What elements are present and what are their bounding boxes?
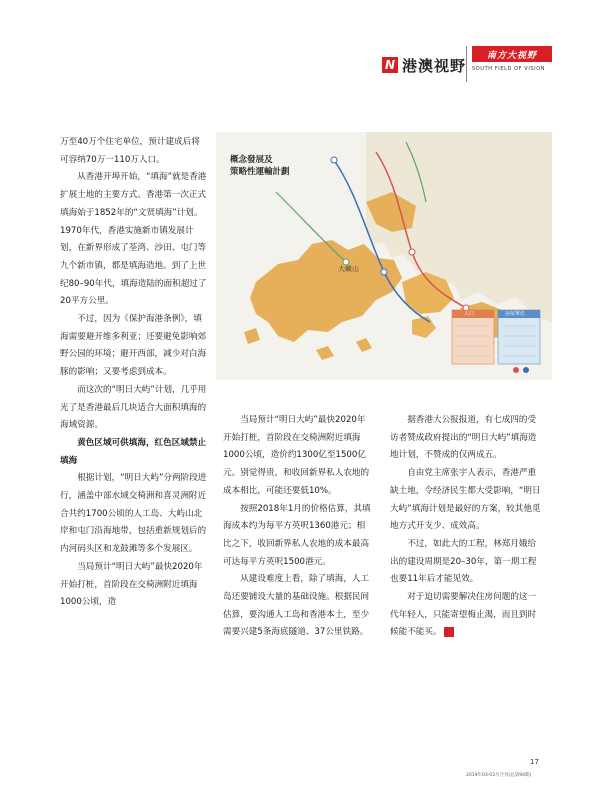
text-column-2 bbox=[223, 412, 373, 642]
map-title: 概念發展及 策略性運輸計劃 bbox=[230, 155, 290, 177]
text-column-3 bbox=[390, 412, 542, 642]
legend-label-population: 人口 bbox=[464, 311, 475, 317]
issue-info: 2019年03-03月合刊(总第94期) bbox=[466, 773, 532, 778]
paragraph: 自由党主席张宇人表示，香港严重缺土地，令经济民生都大受影响，“明日大屿”填海计划是最好的方案，较其他觅地方式开支少、成效高。 bbox=[390, 468, 541, 532]
paragraph: 不过，如此大的工程，林郑月娥给出的建设周期是20–30年，第一期工程也要11年后才能见效。 bbox=[390, 538, 537, 585]
legend-label-housing: 房屋單位 bbox=[505, 311, 526, 317]
magazine-subtitle: SOUTH FIELD OF VISION bbox=[472, 66, 546, 72]
subheading: 黄色区域可供填海，红色区域禁止填海 bbox=[60, 437, 207, 466]
header-divider bbox=[466, 46, 467, 82]
section-title: 港澳视野 bbox=[402, 56, 467, 75]
development-map bbox=[216, 132, 552, 380]
end-mark-icon: N bbox=[444, 627, 454, 637]
paragraph: 当局预计“明日大屿”最快2020年开始打桩，首阶段在交椅洲附近填海1000公顷，造 bbox=[60, 561, 203, 608]
text-column-1 bbox=[60, 134, 208, 612]
map-place-label: 大嶼山 bbox=[338, 265, 359, 273]
paragraph: 当局预计“明日大屿”最快2020年开始打桩，首阶段在交椅洲附近填海1000公顷，造价约1300亿至1500亿元。别觉得贵，和收回新界私人农地的成本相比，可能还要低10%。 bbox=[223, 415, 370, 496]
magazine-logo: 南方大视野 bbox=[472, 46, 552, 62]
paragraph: 据香港大公报报道，有七成四的受访者赞成政府提出的“明日大屿”填海造地计划，不赞成的仅两成五。 bbox=[390, 415, 537, 461]
brand-mark-icon: N bbox=[382, 57, 398, 73]
paragraph: 不过，因为《保护海港条例》，填海需要避开维多利亚；还要避免影响郊野公园的环境；避开西部，减少对白海豚的影响；又要考虑到成本。 bbox=[60, 314, 207, 378]
paragraph-final: 对于迫切需要解决住房问题的这一代年轻人，只能寄望梅止渴，而且到时候能不能买。 N bbox=[390, 592, 537, 638]
paragraph: 从香港开埠开始，“填海”就是香港扩展土地的主要方式。香港第一次正式填海始于1852年的“文贤填海”计划。1970年代，香港实施新市镇发展计划，在新界形成了荃湾、沙田、屯门等九个新市镇，都是填海造地。到了上世纪80–90年代，填海造陆的面积超过了20平方公里。 bbox=[60, 172, 207, 307]
page-number: 17 bbox=[530, 758, 539, 766]
paragraph: 按照2018年1月的价格估算，其填海成本约为每平方英呎1360港元；相比之下，收回新界私人农地的成本最高可达每平方英呎1500港元。 bbox=[223, 503, 371, 567]
page-header bbox=[0, 0, 596, 90]
section-brand bbox=[382, 54, 466, 76]
paragraph: 而这次的“明日大屿”计划，几乎用光了是香港最后几块适合大面积填海的海域资源。 bbox=[60, 384, 207, 431]
paragraph: 万至40万个住宅单位，预计建成后将可容纳70万一110万人口。 bbox=[60, 137, 200, 165]
paragraph: 从建设难度上看，除了填海，人工岛还要铺设大量的基础设施。根据民间估算，要沟通人工岛和香港本土，至少需要兴建5条海底隧道、37公里铁路。 bbox=[223, 574, 370, 638]
magazine-brand bbox=[472, 46, 552, 72]
paragraph: 根据计划，“明日大屿”分两阶段进行，涵盖中部水域交椅洲和喜灵洲附近合共约1700公顷的人工岛、大屿山北岸和屯门沿海地带，包括重新规划后的内河码头区和龙鼓滩等多个发展区。 bbox=[60, 473, 207, 555]
